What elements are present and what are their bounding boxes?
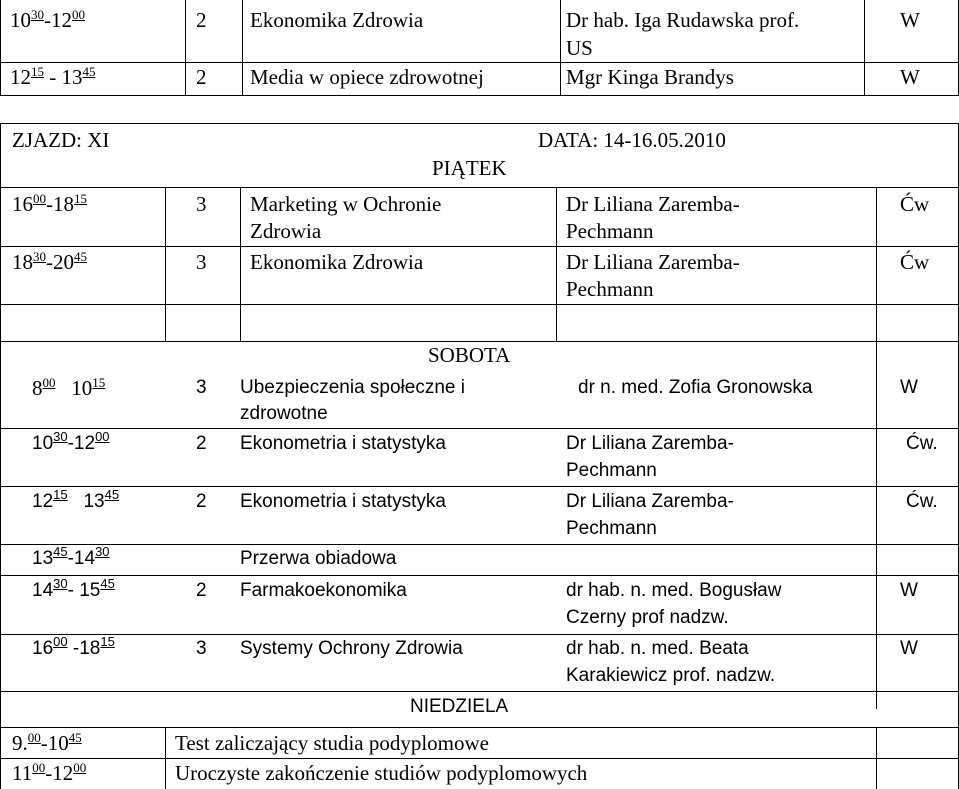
time-cell: $16^{00}-18^{15}$ [12, 191, 87, 216]
credits-cell: 2 [196, 433, 207, 454]
teacher-cell: Dr Liliana Zaremba- [566, 491, 734, 512]
type-cell: Ćw. [906, 433, 938, 454]
credits-cell: 3 [196, 192, 207, 216]
teacher-cell-line2: Pechmann [566, 460, 657, 481]
time-cell: $10^{30}-12^{00}$ [32, 429, 110, 454]
type-cell: W [900, 8, 920, 32]
subject-cell: Test zaliczający studia podyplomowe [175, 731, 490, 755]
teacher-cell: dr n. med. Zofia Gronowska [578, 377, 813, 398]
subject-cell: Uroczyste zakończenie studiów podyplomowych [175, 761, 588, 785]
teacher-cell-line2: Czerny prof nadzw. [566, 607, 729, 628]
subject-cell: Ekonometria i statystyka [240, 433, 446, 454]
teacher-cell: Dr Liliana Zaremba- [566, 433, 734, 454]
credits-cell: 2 [196, 580, 207, 601]
credits-cell: 2 [196, 8, 207, 32]
subject-cell-line2: zdrowotne [240, 403, 328, 424]
type-cell: W [900, 638, 918, 659]
subject-cell: Przerwa obiadowa [240, 548, 397, 569]
type-cell: Ćw. [906, 491, 938, 512]
credits-cell: 3 [196, 377, 207, 398]
day-heading-sunday: NIEDZIELA [410, 696, 509, 717]
teacher-cell-line2: Karakiewicz prof. nadzw. [566, 665, 776, 686]
time-cell: $18^{30}-20^{45}$ [12, 249, 87, 274]
time-cell: $13^{45}-14^{30}$ [32, 544, 110, 569]
credits-cell: 2 [196, 491, 207, 512]
teacher-cell: Dr Liliana Zaremba- [566, 250, 740, 274]
time-cell: $9.00-10^{45}$ [12, 730, 82, 755]
time-cell: $16^{00}$ $-18^{15}$ [32, 634, 115, 659]
time-cell: $12^{15} - 13^{45}$ [10, 64, 96, 89]
zjazd-table [0, 123, 959, 789]
time-cell: $8^{00}$ $10^{15}$ [32, 375, 106, 400]
zjazd-label: ZJAZD: XI [12, 128, 110, 152]
time-cell: $12^{15}$ $13^{45}$ [32, 487, 120, 512]
type-cell: W [900, 377, 918, 398]
subject-cell: Systemy Ochrony Zdrowia [240, 638, 463, 659]
type-cell: Ćw [900, 250, 930, 274]
type-cell: Ćw [900, 192, 930, 216]
teacher-cell-line2: Pechmann [566, 518, 657, 539]
teacher-cell: Dr hab. Iga Rudawska prof. [566, 8, 800, 32]
teacher-cell: Dr Liliana Zaremba- [566, 192, 740, 216]
teacher-cell-line2: US [566, 36, 593, 60]
zjazd-date: DATA: 14-16.05.2010 [538, 128, 726, 152]
day-heading-friday: PIĄTEK [432, 156, 507, 180]
teacher-cell: dr hab. n. med. Bogusław [566, 580, 782, 601]
subject-cell: Ekonomika Zdrowia [250, 250, 424, 274]
type-cell: W [900, 580, 918, 601]
subject-cell: Media w opiece zdrowotnej [250, 65, 484, 89]
teacher-cell-line2: Pechmann [566, 277, 654, 301]
credits-cell: 3 [196, 250, 207, 274]
teacher-cell: dr hab. n. med. Beata [566, 638, 749, 659]
subject-cell: Marketing w Ochronie [250, 192, 442, 216]
teacher-cell: Mgr Kinga Brandys [566, 65, 734, 89]
credits-cell: 3 [196, 638, 207, 659]
time-cell: $10^{30}-12^{00}$ [10, 7, 85, 32]
teacher-cell-line2: Pechmann [566, 219, 654, 243]
time-cell: $14^{30}-$ $15^{45}$ [32, 576, 115, 601]
subject-cell: Ubezpieczenia społeczne i [240, 377, 465, 398]
type-cell: W [900, 65, 920, 89]
credits-cell: 2 [196, 65, 207, 89]
subject-cell: Ekonometria i statystyka [240, 491, 446, 512]
day-heading-saturday: SOBOTA [428, 343, 511, 367]
subject-cell: Ekonomika Zdrowia [250, 8, 424, 32]
time-cell: $11^{00}-12^{00}$ [12, 760, 87, 785]
subject-cell: Farmakoekonomika [240, 580, 407, 601]
subject-cell-line2: Zdrowia [250, 219, 322, 243]
